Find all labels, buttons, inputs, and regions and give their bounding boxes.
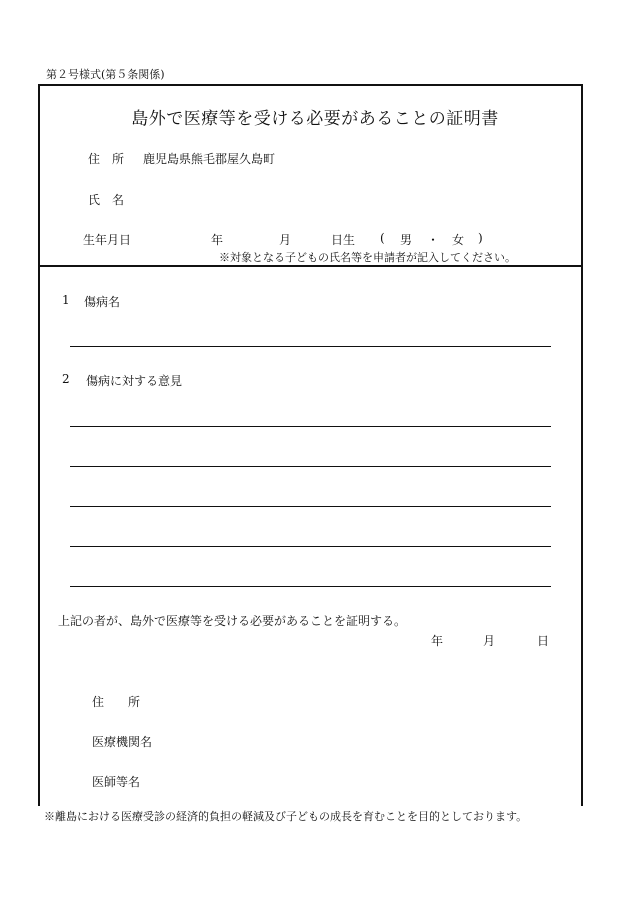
gender-male: 男 — [400, 233, 413, 247]
address-value: 鹿児島県熊毛郡屋久島町 — [143, 152, 276, 166]
institution-name-label: 医療機関名 — [92, 735, 153, 749]
footer-note: ※離島における医療受診の経済的負担の軽減及び子どもの成長を育むことを目的としております。 — [44, 810, 528, 823]
opinion-line — [70, 426, 551, 427]
page-title: 島外で医療等を受ける必要があることの証明書 — [131, 109, 499, 129]
birth-year-label: 年 — [211, 233, 224, 247]
section2-number: 2 — [62, 372, 70, 386]
certify-statement: 上記の者が、島外で医療等を受ける必要があることを証明する。 — [58, 614, 407, 628]
diagnosis-line — [70, 346, 551, 347]
opinion-line — [70, 586, 551, 587]
opinion-line — [70, 466, 551, 467]
name-label: 氏 名 — [88, 193, 125, 207]
address-label: 住 所 — [88, 152, 125, 166]
opinion-line — [70, 546, 551, 547]
section-divider — [38, 265, 583, 267]
gender-close-paren: ) — [478, 231, 483, 245]
cert-day-label: 日 — [537, 634, 550, 648]
gender-separator: ・ — [427, 233, 440, 247]
form-number: 第２号様式(第５条関係) — [46, 68, 165, 81]
birth-day-label: 日生 — [331, 233, 356, 247]
cert-month-label: 月 — [483, 634, 496, 648]
birth-month-label: 月 — [279, 233, 292, 247]
section2-label: 傷病に対する意見 — [86, 374, 183, 388]
birth-date-label: 生年月日 — [83, 233, 132, 247]
doctor-address-label: 住 所 — [92, 695, 141, 709]
gender-female: 女 — [452, 233, 465, 247]
section1-label: 傷病名 — [84, 295, 121, 309]
opinion-line — [70, 506, 551, 507]
physician-name-label: 医師等名 — [92, 775, 141, 789]
applicant-note: ※対象となる子どもの氏名等を申請者が記入してください。 — [219, 251, 516, 264]
cert-year-label: 年 — [431, 634, 444, 648]
gender-open-paren: ( — [380, 231, 385, 245]
section1-number: 1 — [62, 293, 70, 307]
